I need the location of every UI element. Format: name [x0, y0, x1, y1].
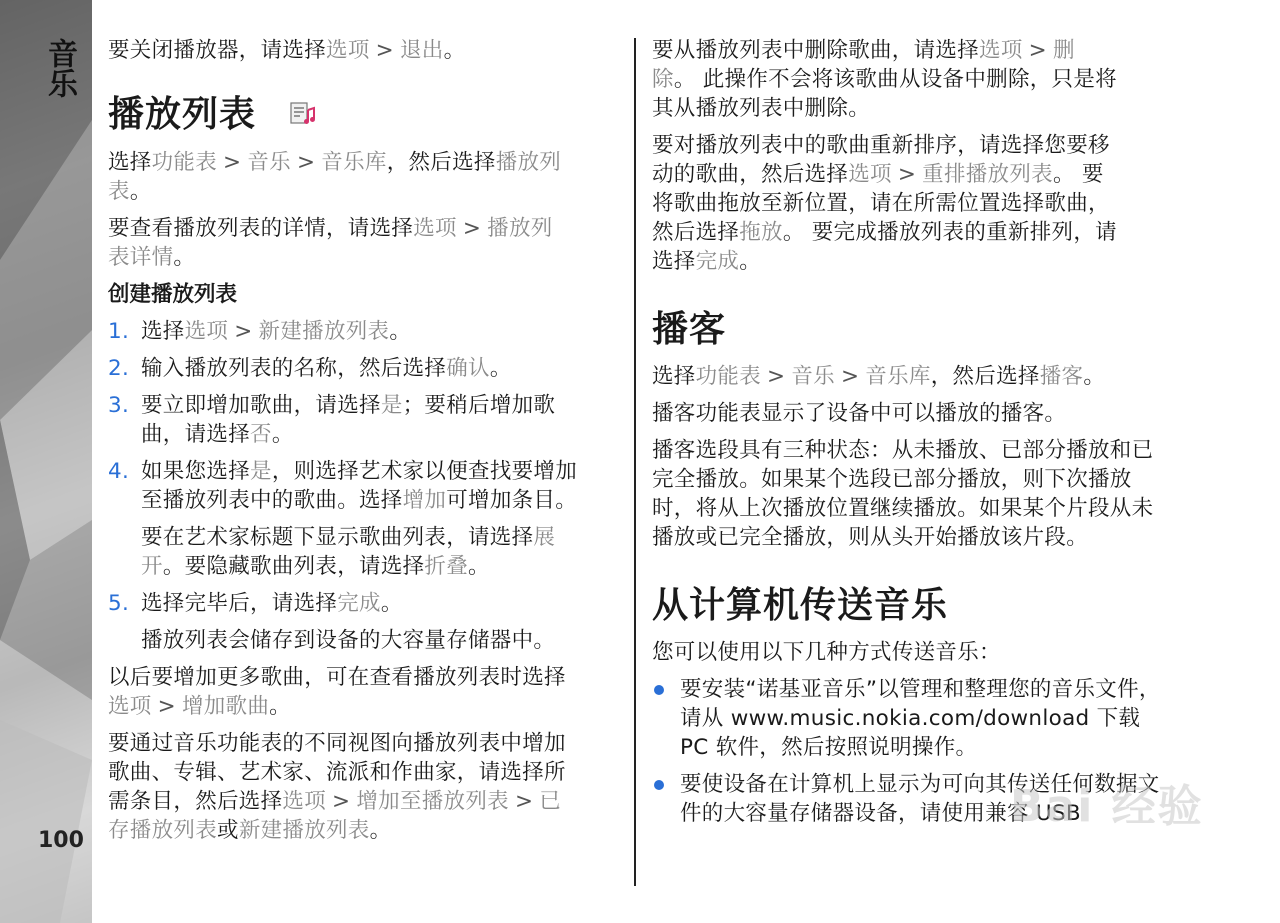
close-player-text: 要关闭播放器，请选择选项 > 退出。: [108, 38, 466, 63]
delete-song-text: 要从播放列表中删除歌曲，请选择选项 > 删 除。 此操作不会将该歌曲从设备中删除，只是将 其从播放列表中删除。: [652, 38, 1117, 121]
step-2: 2. 输入播放列表的名称，然后选择确认。: [108, 356, 512, 381]
step-4: 4. 如果您选择是，则选择艺术家以便查找要增加 至播放列表中的歌曲。选择增加可增加条目。: [108, 459, 578, 513]
step-1: 1. 选择选项 > 新建播放列表。: [108, 319, 412, 344]
column-divider: [634, 38, 636, 886]
transfer-heading: 从计算机传送音乐: [652, 585, 949, 626]
page-number: 100: [38, 828, 84, 853]
watermark-logo: Bai 经验: [1010, 781, 1204, 832]
create-steps-list: [108, 317, 622, 655]
podcast-open-text: 选择功能表 > 音乐 > 音乐库，然后选择播客。: [652, 364, 1106, 389]
sidebar-decoration: [0, 0, 92, 923]
bullet-item: 要使设备在计算机上显示为可向其传送任何数据文件的大容量存储器设备，请使用兼容 USB: [652, 770, 1166, 828]
sidebar-pattern: [0, 0, 92, 923]
step-5-note: 播放列表会储存到设备的大容量存储器中。: [141, 628, 556, 653]
step-3: 3. 要立即增加歌曲，请选择是；要稍后增加歌 曲，请选择否。: [108, 393, 556, 447]
step-4-note: 要在艺术家标题下显示歌曲列表，请选择展 开。要隐藏歌曲列表，请选择折叠。: [141, 525, 556, 579]
podcast-states-text: 播客选段具有三种状态：从未播放、已部分播放和已完全播放。如果某个选段已部分播放，则下次播放时，将从上次播放位置继续播放。如果某个片段从未播放或已完全播放，则从头开始播放该片段。: [652, 438, 1154, 550]
playlist-details-text: 要查看播放列表的详情，请选择选项 > 播放列 表详情。: [108, 216, 553, 270]
bullet-dot: [654, 685, 664, 695]
podcast-desc-text: 播客功能表显示了设备中可以播放的播客。: [652, 401, 1067, 426]
playlists-open-text: 选择功能表 > 音乐 > 音乐库，然后选择播放列 表。: [108, 150, 562, 204]
add-more-songs-text: 以后要增加更多歌曲，可在查看播放列表时选择 选项 > 增加歌曲。: [108, 665, 566, 719]
section-label: 音乐: [42, 38, 77, 98]
right-column: [652, 36, 1166, 836]
create-playlist-heading: 创建播放列表: [108, 282, 238, 307]
transfer-intro-text: 您可以使用以下几种方式传送音乐：: [652, 640, 1001, 665]
add-from-views-text: 要通过音乐功能表的不同视图向播放列表中增加 歌曲、专辑、艺术家、流派和作曲家，请选择所 需条目，然后选择选项 > 增加至播放列表 > 已 存播放列表或新建播放列表。: [108, 731, 566, 843]
bullet-item: 要安装“诺基亚音乐”以管理和整理您的音乐文件，请从 www.music.nokia.com/download 下载 PC 软件，然后按照说明操作。: [652, 675, 1166, 762]
reorder-text: 要对播放列表中的歌曲重新排序，请选择您要移 动的歌曲，然后选择选项 > 重排播放列表。 要 将歌曲拖放至新位置，请在所需位置选择歌曲， 然后选择拖放。 要完成播放列表的重新排列，请 选择完成。: [652, 133, 1117, 274]
left-column: [108, 36, 622, 853]
playlist-icon: [288, 92, 316, 140]
bullet-dot: [654, 780, 664, 790]
step-5: 5. 选择完毕后，请选择完成。: [108, 591, 403, 616]
podcast-heading: 播客: [652, 309, 727, 350]
playlists-heading: 播放列表: [108, 91, 622, 140]
